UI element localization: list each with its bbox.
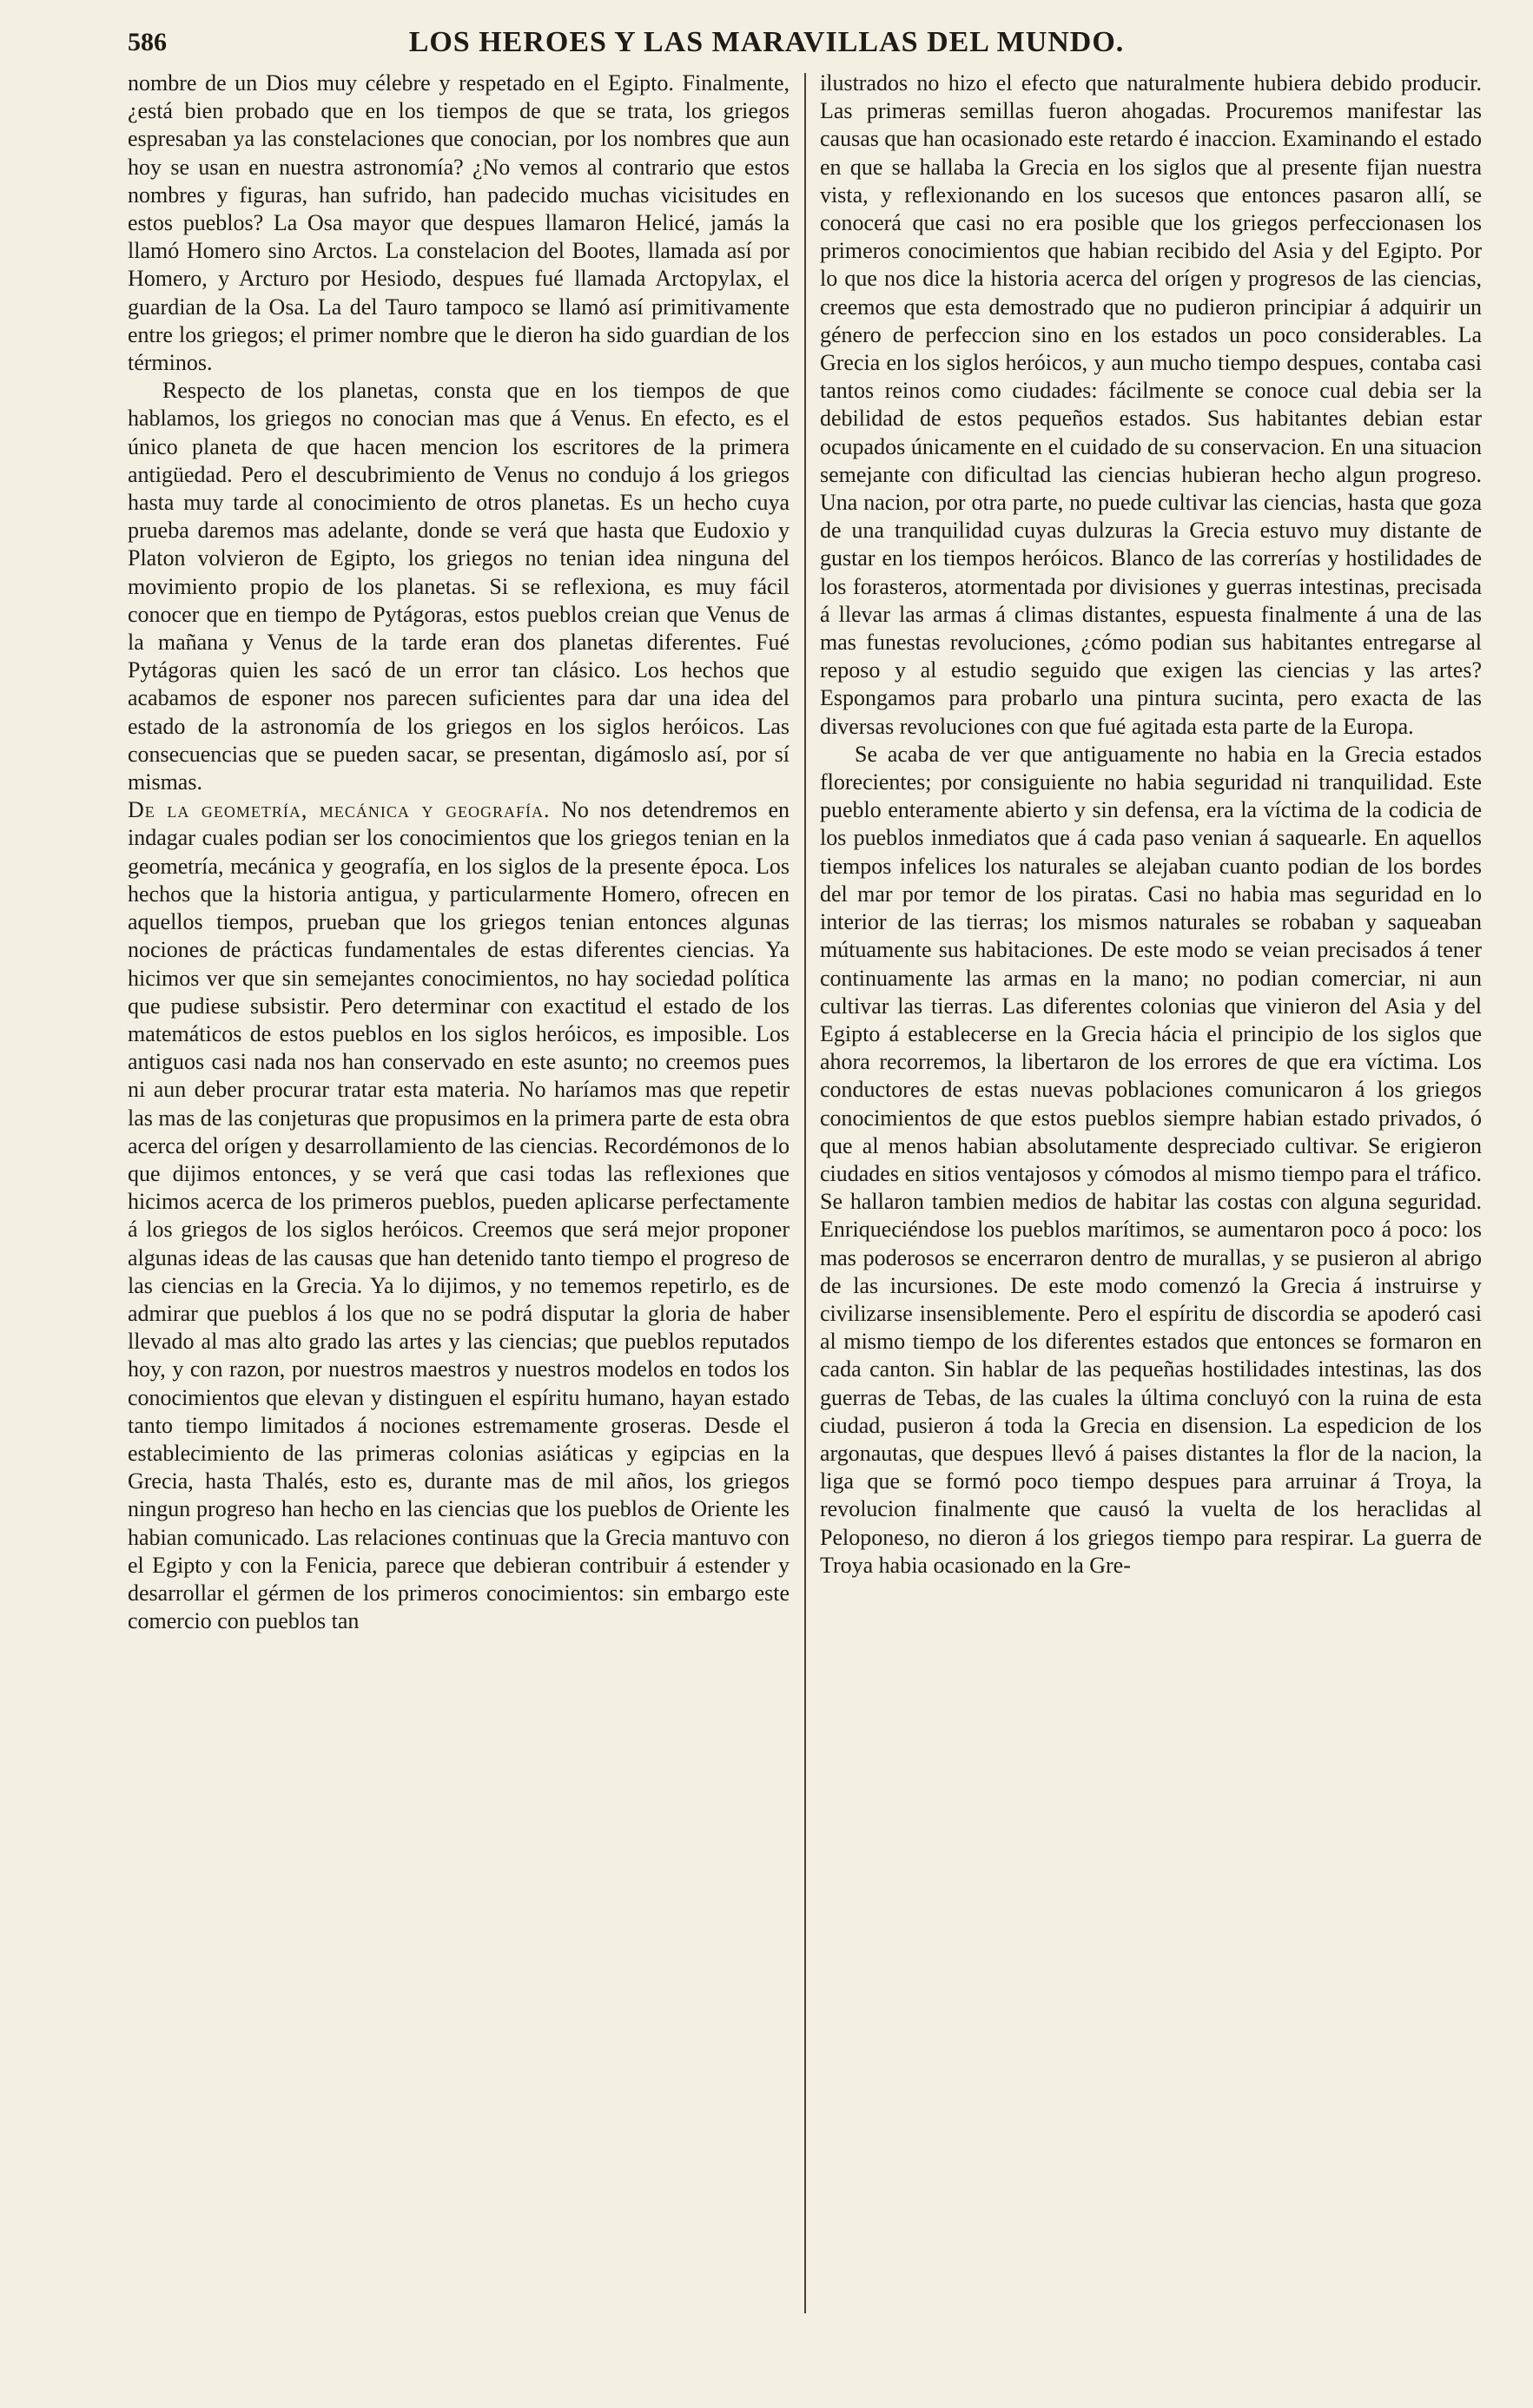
left-paragraph-2: Respecto de los planetas, consta que en los tiempos de que hablamos, los griegos no conocian mas que á Venus. En efecto, es el único planeta de que hacen mencion los escritores de la primera antigüedad. Pero el descubrimiento de Venus no condujo á los griegos hasta muy tarde al conocimiento de otros planetas. Es un hecho cuya prueba daremos mas adelante, donde se verá que hasta que Eudoxio y Platon volvieron de Egipto, los griegos no tenian idea ninguna del movimiento propio de los planetas. Si se reflexiona, es muy fácil conocer que en tiempo de Pytágoras, estos pueblos creian que Venus de la mañana y Venus de la tarde eran dos planetas diferentes. Fué Pytágoras quien les sacó de un error tan clásico. Los hechos que acabamos de esponer nos parecen suficientes para dar una idea del estado de la astronomía de los griegos en los siglos heróicos. Las consecuencias que se pueden sacar, se presentan, digámoslo así, por sí mismas. — [128, 378, 790, 795]
column-divider — [804, 73, 806, 2313]
right-column — [820, 69, 1482, 1580]
left-paragraph-1: nombre de un Dios muy célebre y respetado en el Egipto. Finalmente, ¿está bien probado que en los tiempos de que se trata, los griegos espresaban ya las constelaciones que conocian, por los nombres que aun hoy se usan en nuestra astronomía? ¿No vemos al contrario que estos nombres y figuras, han sufrido, han padecido muchas vicisitudes en estos pueblos? La Osa mayor que despues llamaron Helicé, jamás la llamó Homero sino Arctos. La constelacion del Bootes, llamada así por Homero, y Arcturo por Hesiodo, despues fué llamada Arctopylax, el guardian de la Osa. La del Tauro tampoco se llamó así primitivamente entre los griegos; el primer nombre que le dieron ha sido guardian de los términos. — [128, 70, 790, 376]
page-number: 586 — [128, 28, 167, 56]
right-paragraph-1: ilustrados no hizo el efecto que naturalmente hubiera debido producir. Las primeras semillas fueron ahogadas. Procuremos manifestar las causas que han ocasionado este retardo é inaccion. Examinando el estado en que se hallaba la Grecia en los siglos que al presente fijan nuestra vista, y reflexionando en los sucesos que entonces pasaron allí, se conocerá que casi no era posible que los griegos perfeccionasen los primeros conocimientos que habian recibido del Asia y del Egipto. Por lo que nos dice la historia acerca del orígen y progresos de las ciencias, creemos que esta demostrado que no pudieron principiar á adquirir un género de perfeccion sino en los estados un poco considerables. La Grecia en los siglos heróicos, y aun mucho tiempo despues, contaba casi tantos reinos como ciudades: fácilmente se conoce cual debia ser la debilidad de estos pequeños estados. Sus habitantes debian estar ocupados únicamente en el cuidado de su conservacion. En una situacion semejante con dificultad las ciencias hubieran hecho algun progreso. Una nacion, por otra parte, no puede cultivar las ciencias, hasta que goza de una tranquilidad cuyas dulzuras la Grecia estuvo muy distante de gustar en los tiempos heróicos. Blanco de las correrías y hostilidades de los forasteros, atormentada por divisiones y guerras intestinas, precisada á llevar las armas á climas distantes, espuesta finalmente á una de las mas funestas revoluciones, ¿cómo podian sus habitantes entregarse al reposo y al estudio seguido que exigen las ciencias y las artes? Espongamos para probarlo una pintura sucinta, pero exacta de las diversas revoluciones con que fué agitada esta parte de la Europa. — [820, 70, 1482, 739]
left-column — [128, 69, 790, 1635]
running-head: LOS HEROES Y LAS MARAVILLAS DEL MUNDO. — [408, 26, 1125, 58]
right-paragraph-2: Se acaba de ver que antiguamente no habia en la Grecia estados florecientes; por consiguiente no habia seguridad ni tranquilidad. Este pueblo enteramente abierto y sin defensa, era la víctima de la codicia de los pueblos inmediatos que á cada paso venian á saquearle. En aquellos tiempos infelices los naturales se alejaban cuanto podian de los bordes del mar por temor de los piratas. Casi no habia mas seguridad en lo interior de las tierras; los mismos naturales se robaban y saqueaban mútuamente sus habitaciones. De este modo se veian precisados á tener continuamente las armas en la mano; no podian comerciar, ni aun cultivar las tierras. Las diferentes colonias que vinieron del Asia y del Egipto á establecerse en la Grecia hácia el principio de los siglos que ahora recorremos, la libertaron de los errores de que era víctima. Los conductores de estas nuevas poblaciones comunicaron á los griegos conocimientos de que estos pueblos siempre habian estado privados, ó que al menos habian absolutamente despreciado cultivar. Se erigieron ciudades en sitios ventajosos y cómodos al mismo tiempo para el tráfico. Se hallaron tambien medios de habitar las costas con alguna seguridad. Enriqueciéndose los pueblos marítimos, se aumentaron poco á poco: los mas poderosos se encerraron dentro de murallas, y se pusieron al abrigo de las incursiones. De este modo comenzó la Grecia á instruirse y civilizarse insensiblemente. Pero el espíritu de discordia se apoderó casi al mismo tiempo de los diferentes estados que entonces se formaron en cada canton. Sin hablar de las pequeñas hostilidades intestinas, las dos guerras de Tebas, de las cuales la última concluyó con la ruina de esta ciudad, pusieron á toda la Grecia en disension. La espedicion de los argonautas, que despues llevó á paises distantes la flor de la nacion, la liga que se formó poco tiempo despues para arruinar á Troya, la revolucion finalmente que causó la vuelta de los heraclidas al Peloponeso, no dieron á los griegos tiempo para respirar. La guerra de Troya habia ocasionado en la Gre- — [820, 741, 1482, 1578]
section-heading-geometria: De la geometría, mecánica y geografía. — [128, 797, 551, 823]
left-paragraph-3-body: No nos detendremos en indagar cuales podian ser los conocimientos que los griegos tenian en la geometría, mecánica y geografía, en los siglos de la presente época. Los hechos que la historia antigua, y particularmente Homero, ofrecen en aquellos tiempos, prueban que los griegos tenian entonces algunas nociones de prácticas fundamentales de estas diferentes ciencias. Ya hicimos ver que sin semejantes conocimientos, no hay sociedad política que pudiese subsistir. Pero determinar con exactitud el estado de los matemáticos de estos pueblos en los siglos heróicos, es imposible. Los antiguos casi nada nos han conservado en este asunto; no creemos pues ni aun deber procurar tratar esta materia. No haríamos mas que repetir las mas de las conjeturas que propusimos en la primera parte de esta obra acerca del orígen y desarrollamiento de las ciencias. Recordémonos de lo que dijimos entonces, y se verá que casi todas las reflexiones que hicimos acerca de los primeros pueblos, pueden aplicarse perfectamente á los griegos de los siglos heróicos. Creemos que será mejor proponer algunas ideas de las causas que han detenido tanto tiempo el progreso de las ciencias en la Grecia. Ya lo dijimos, y no tememos repetirlo, es de admirar que pueblos á los que no se podrá disputar la gloria de haber llevado al mas alto grado las artes y las ciencias; que pueblos reputados hoy, y con razon, por nuestros maestros y nuestros modelos en todos los conocimientos que elevan y distinguen el espíritu humano, hayan estado tanto tiempo limitados á nociones estremamente groseras. Desde el establecimiento de las primeras colonias asiáticas y egipcias en la Grecia, hasta Thalés, esto es, durante mas de mil años, los griegos ningun progreso han hecho en las ciencias que los pueblos de Oriente les habian comunicado. Las relaciones continuas que la Grecia mantuvo con el Egipto y con la Fenicia, parece que debieran contribuir á estender y desarrollar el gérmen de los primeros conocimientos: sin embargo este comercio con pueblos tan — [128, 797, 790, 1634]
left-paragraph-3 — [128, 796, 790, 1635]
